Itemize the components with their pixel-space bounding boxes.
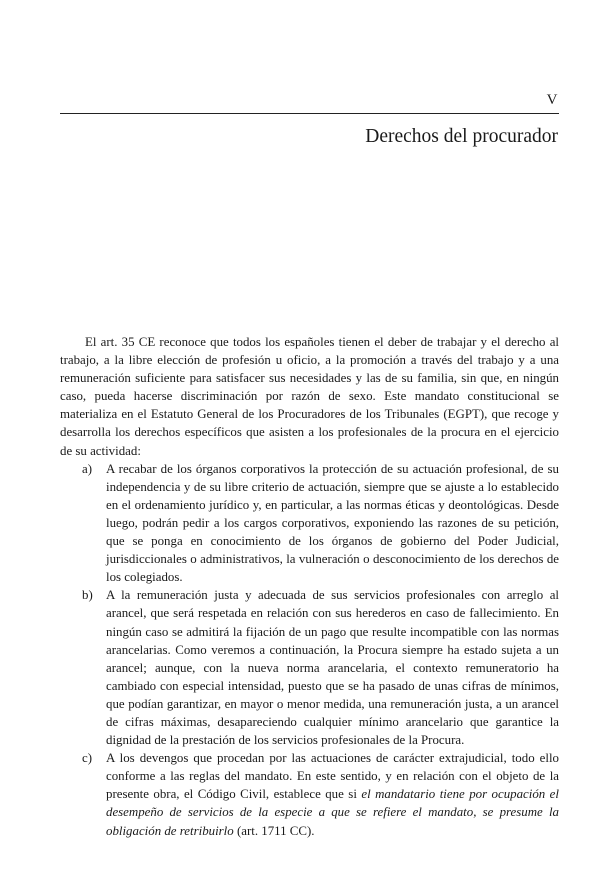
rights-list — [60, 460, 559, 840]
list-item — [60, 749, 559, 839]
list-marker: c) — [82, 751, 93, 766]
list-item — [60, 586, 559, 749]
italic-quote: el mandatario tiene por ocupación el desempeño de servicios de la especie a que se refiere el mandato, se presume la obligación de retribuirlo — [106, 787, 559, 838]
list-marker: a) — [82, 461, 93, 476]
list-marker: b) — [82, 588, 93, 603]
list-item-text — [106, 749, 559, 839]
chapter-title: Derechos del procurador — [365, 126, 558, 147]
list-item-text: A la remuneración justa y adecuada de sus servicios profesionales con arreglo al arancel, que será respetada en relación con sus herederos en caso de fallecimiento. En ningún caso se admitirá la fijación de un pago que resulte incompatible con las normas arancelarias. Como veremos a continuación, la Procura siempre ha estado sujeta a un arancel; aunque, con la nueva norma arancelaria, el contexto remuneratorio ha cambiado con especial intensidad, puesto que se ha pasado de unas cifras de mínimos, que podían garantizar, en mayor o menor medida, una remuneración justa, a un arancel de cifras máximas, desapareciendo cualquier mínimo arancelario que garantice la dignidad de la prestación de los servicios profesionales de la Procura. — [106, 588, 559, 748]
list-item — [60, 460, 559, 587]
text-segment: (art. 1711 CC). — [233, 823, 315, 838]
text-segment: A los devengos que procedan por las actuaciones de carácter extrajudicial, todo ello conforme a las reglas del mandato. En este sentido, y en relación con el objeto de la presente obra, el Código Civil, establece que si — [106, 751, 559, 802]
body-text — [60, 333, 559, 840]
intro-paragraph: El art. 35 CE reconoce que todos los españoles tienen el deber de trabajar y el derecho al trabajo, a la libre elección de profesión u oficio, a la promoción a través del trabajo y a una remuneración suficiente para satisfacer sus necesidades y las de su familia, sin que, en ningún caso, pueda hacerse discriminación por razón de sexo. Este mandato constitucional se materializa en el Estatuto General de los Procuradores de los Tribunales (EGPT), que recoge y desarrolla los derechos específicos que asisten a los profesionales de la procura en el ejercicio de su actividad: — [60, 335, 559, 458]
header-rule — [60, 113, 559, 114]
list-item-text: A recabar de los órganos corporativos la protección de su actuación profesional, de su independencia y de su libre criterio de actuación, siempre que se ajuste a lo establecido en el ordenamiento jurídico y, en particular, a las normas éticas y deontológicas. Desde luego, podrán pedir a los cargos corporativos, exponiendo las razones de su petición, que se ponga en conocimiento de los órganos de gobierno del Poder Judicial, jurisdiccionales o administrativos, la vulneración o desconocimiento de los derechos de los colegiados. — [106, 461, 559, 585]
chapter-number: V — [546, 92, 558, 108]
